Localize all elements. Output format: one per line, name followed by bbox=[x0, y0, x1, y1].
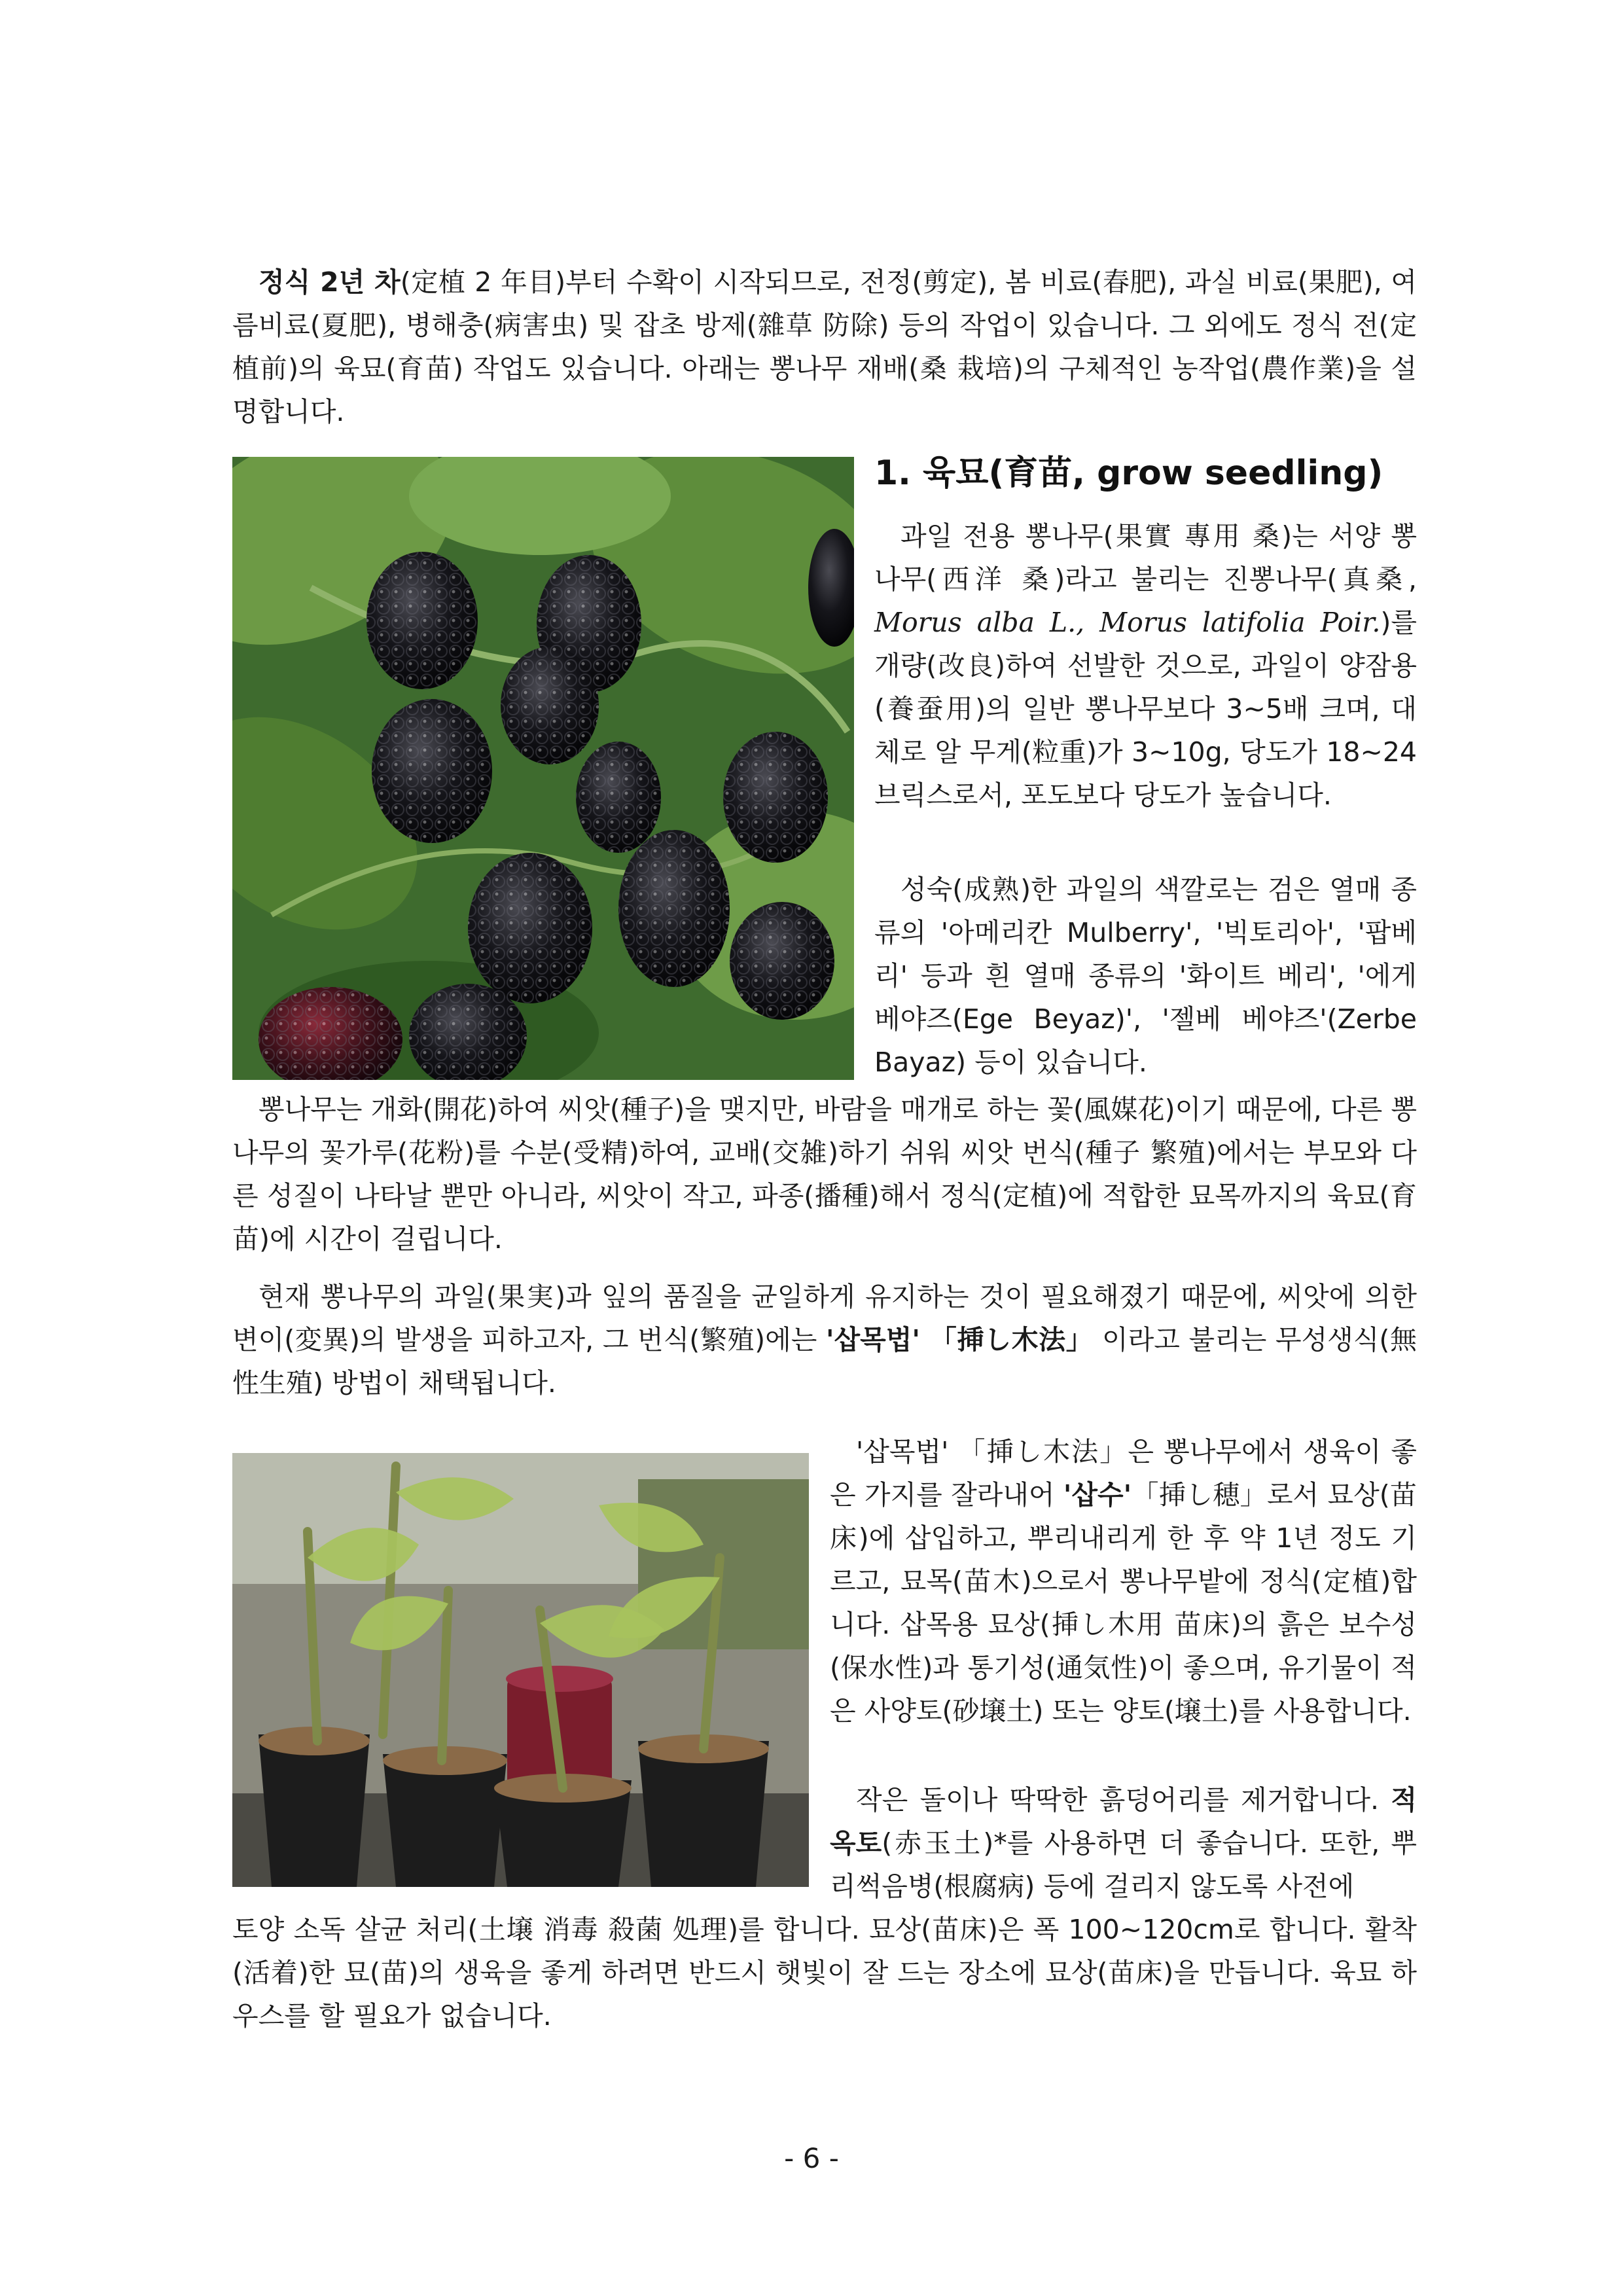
p6-text-a: 작은 돌이나 딱딱한 흙덩어리를 제거합니다. bbox=[856, 1784, 1391, 1816]
p5-bold-term: '삽수' bbox=[1063, 1479, 1132, 1511]
p4-bold-term: '삽목법' 「挿し木法」 bbox=[825, 1324, 1094, 1355]
section-paragraph-2: 성숙(成熟)한 과일의 색깔로는 검은 열매 종류의 '아메리칸 Mulberry', '빅토리아', '팝베리' 등과 흰 열매 종류의 '화이트 베리', '에게 베야즈(Ege Beyaz)', '젤베 베야즈'(Zerbe Bayaz) 등이 있습니다. bbox=[874, 874, 1417, 1078]
page-number: - 6 - bbox=[784, 2142, 839, 2174]
mulberry-fruit-illustration bbox=[232, 457, 854, 1080]
p1-species-name: Morus alba L., Morus latifolia Poir. bbox=[874, 607, 1381, 638]
section-paragraph-6 bbox=[830, 1778, 1417, 1908]
p4-text-b: 이라고 불리는 무성생식(無性生殖) 방법이 채택됩니다. bbox=[232, 1324, 1417, 1399]
section-heading: 1. 육묘(育苗, grow seedling) bbox=[874, 454, 1383, 493]
mulberry-cuttings-photo bbox=[232, 1453, 809, 1887]
p6-text-b: (赤玉土)*를 사용하면 더 좋습니다. 또한, 뿌리썩음병(根腐病) 등에 걸리지 않도록 사전에 bbox=[830, 1827, 1417, 1902]
p1-text-a: 과일 전용 뽕나무(果實 專用 桑)는 서양 뽕나무(西洋 桑)라고 불리는 진뽕나무(真桑, bbox=[874, 520, 1417, 595]
p5-text-b: 「挿し穂」로서 묘상(苗床)에 삽입하고, 뿌리내리게 한 후 약 1년 정도 기르고, 묘목(苗木)으로서 뽕나무밭에 정식(定植)합니다. 삽목용 묘상(挿し木用 苗床)의 흙은 보수성(保水性)과 통기성(通気性)이 좋으며, 유기물이 적은 사양토(砂壌土) 또는 양토(壌土)를 사용합니다. bbox=[830, 1479, 1417, 1727]
section-paragraph-7: 토양 소독 살균 처리(土壌 消毒 殺菌 処理)를 합니다. 묘상(苗床)은 폭 100~120cm로 합니다. 활착(活着)한 묘(苗)의 생육을 좋게 하려면 반드시 햇빛이 잘 드는 장소에 묘상(苗床)을 만듭니다. 육묘 하우스를 할 필요가 없습니다. bbox=[232, 1914, 1417, 2032]
intro-paragraph bbox=[232, 260, 1417, 433]
intro-text: (定植 2 年目)부터 수확이 시작되므로, 전정(剪定), 봄 비료(春肥), 과실 비료(果肥), 여름비료(夏肥), 병해충(病害虫) 및 잡초 방제(雜草 防除) 등의 작업이 있습니다. 그 외에도 정식 전(定植前)의 육묘(育苗) 작업도 있습니다. 아래는 뽕나무 재배(桑 栽培)의 구체적인 농작업(農作業)을 설명합니다. bbox=[232, 266, 1417, 427]
section-paragraph-4 bbox=[232, 1275, 1417, 1405]
section-paragraph-3: 뽕나무는 개화(開花)하여 씨앗(種子)을 맺지만, 바람을 매개로 하는 꽃(風媒花)이기 때문에, 다른 뽕나무의 꽃가루(花粉)를 수분(受精)하여, 교배(交雑)하기 쉬워 씨앗 번식(種子 繁殖)에서는 부모와 다른 성질이 나타날 뿐만 아니라, 씨앗이 작고, 파종(播種)해서 정식(定植)에 적합한 묘목까지의 육묘(育苗)에 시간이 걸립니다. bbox=[232, 1094, 1417, 1255]
section-paragraph-1 bbox=[874, 514, 1417, 817]
mulberry-fruit-photo bbox=[232, 457, 854, 1080]
mulberry-cuttings-illustration bbox=[232, 1453, 809, 1887]
p6-bold-term: 적옥토 bbox=[830, 1784, 1417, 1859]
p4-text-a: 현재 뽕나무의 과일(果実)과 잎의 품질을 균일하게 유지하는 것이 필요해졌기 때문에, 씨앗에 의한 변이(変異)의 발생을 피하고자, 그 번식(繁殖)에는 bbox=[232, 1281, 1417, 1355]
p1-text-b: )를 개량(改良)하여 선발한 것으로, 과일이 양잠용(養蚕用)의 일반 뽕나무보다 3~5배 크며, 대체로 알 무게(粒重)가 3~10g, 당도가 18~24브릭스로서, 포도보다 당도가 높습니다. bbox=[874, 607, 1417, 811]
section-paragraph-5 bbox=[830, 1430, 1417, 1732]
p5-text-a: '삽목법' 「挿し木法」은 뽕나무에서 생육이 좋은 가지를 잘라내어 bbox=[830, 1436, 1417, 1511]
intro-bold-lead: 정식 2년 차 bbox=[259, 266, 401, 298]
